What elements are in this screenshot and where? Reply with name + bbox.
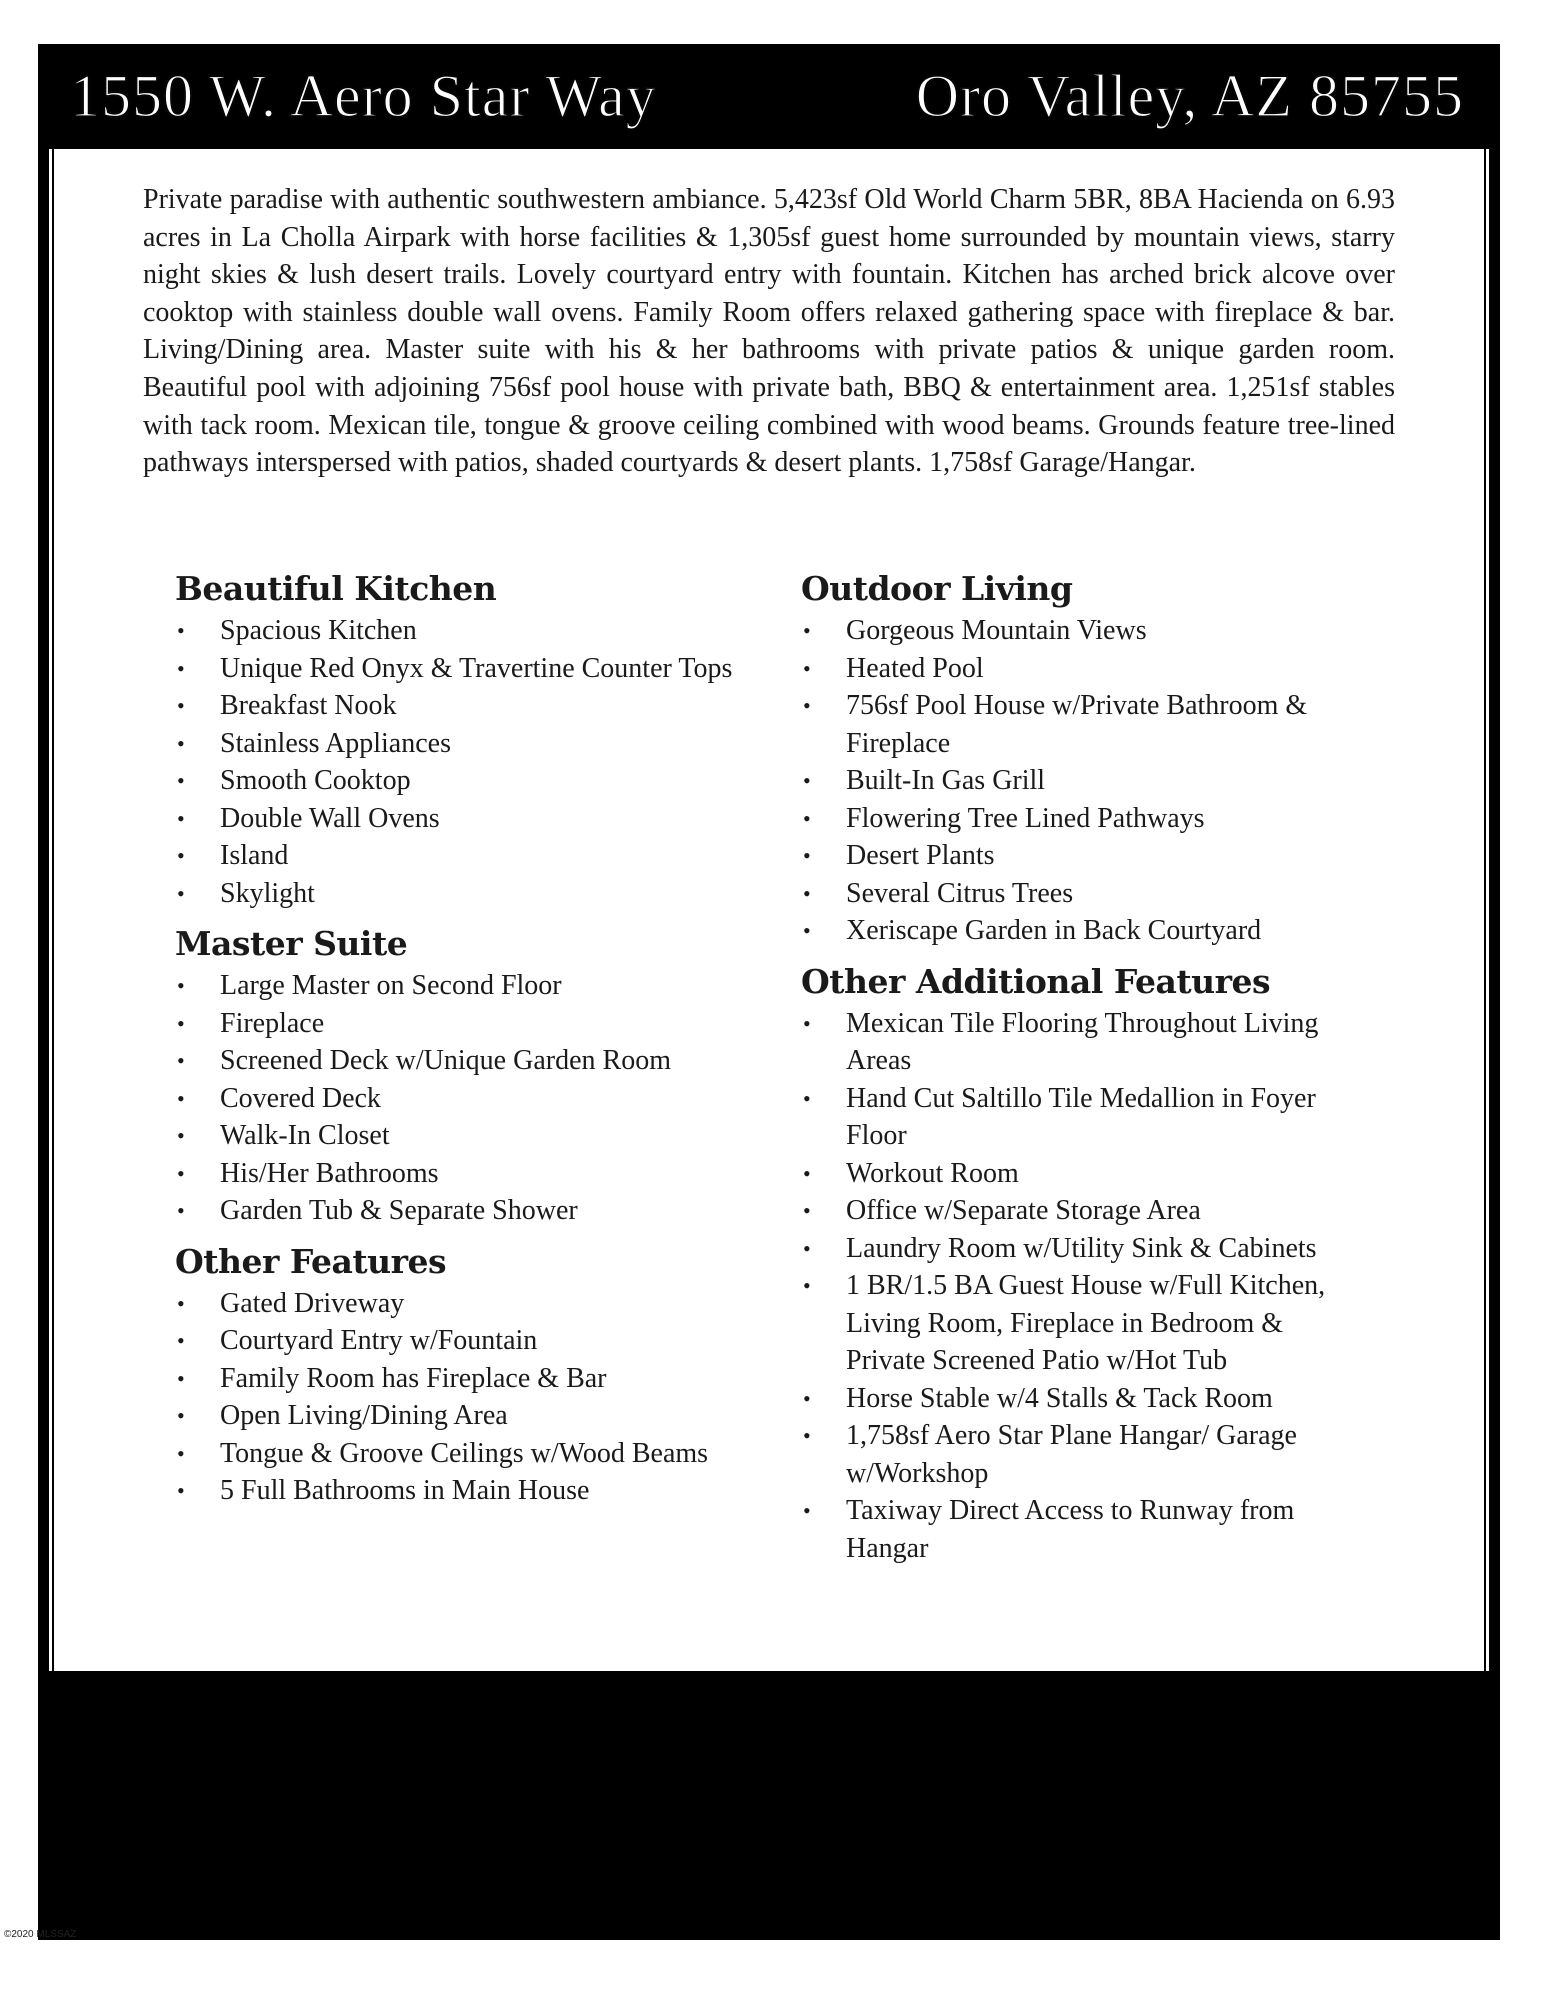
feature-item: • Family Room has Fireplace & Bar [175, 1360, 735, 1398]
feature-item: • Desert Plants [801, 837, 1361, 875]
feature-item: • Courtyard Entry w/Fountain [175, 1322, 735, 1360]
feature-item: • Open Living/Dining Area [175, 1397, 735, 1435]
flyer-header [38, 44, 1500, 149]
feature-item: • Several Citrus Trees [801, 875, 1361, 913]
section-title: Other Features [175, 1241, 447, 1281]
feature-item: • Covered Deck [175, 1080, 735, 1118]
feature-item: • Fireplace [175, 1005, 735, 1043]
feature-item: • Large Master on Second Floor [175, 967, 735, 1005]
border-rule [52, 149, 54, 1671]
feature-item: • Mexican Tile Flooring Throughout Living Areas [801, 1005, 1361, 1080]
features-right-column [801, 569, 1361, 1579]
feature-section [175, 569, 735, 912]
feature-item: • 5 Full Bathrooms in Main House [175, 1472, 735, 1510]
feature-item: • 1 BR/1.5 BA Guest House w/Full Kitchen, Living Room, Fireplace in Bedroom & Private Screened Patio w/Hot Tub [801, 1267, 1361, 1380]
feature-item: • Built-In Gas Grill [801, 762, 1361, 800]
feature-section [175, 924, 735, 1230]
feature-item: • Stainless Appliances [175, 725, 735, 763]
feature-list [175, 612, 735, 912]
feature-section [801, 962, 1361, 1568]
disclaimer: All Information Deemed Reliable But Not Guaranteed [562, 1947, 976, 1968]
feature-item: • 1,758sf Aero Star Plane Hangar/ Garage w/Workshop [801, 1417, 1361, 1492]
feature-section [801, 569, 1361, 950]
feature-item: • Heated Pool [801, 650, 1361, 688]
feature-item: • Spacious Kitchen [175, 612, 735, 650]
feature-item: • Breakfast Nook [175, 687, 735, 725]
section-title: Beautiful Kitchen [175, 569, 497, 608]
section-title: Other Additional Features [801, 961, 1271, 1001]
feature-list [175, 1285, 735, 1510]
feature-item: • Tongue & Groove Ceilings w/Wood Beams [175, 1435, 735, 1473]
feature-list [801, 612, 1361, 950]
feature-list [175, 967, 735, 1230]
feature-item: • Garden Tub & Separate Shower [175, 1192, 735, 1230]
property-address: 1550 W. Aero Star Way [70, 63, 657, 129]
feature-section [175, 1242, 735, 1510]
feature-item: • Xeriscape Garden in Back Courtyard [801, 912, 1361, 950]
border-rule [1489, 149, 1493, 1671]
property-city: Oro Valley, AZ 85755 [915, 63, 1464, 129]
feature-item: • Workout Room [801, 1155, 1361, 1193]
feature-item: • Screened Deck w/Unique Garden Room [175, 1042, 735, 1080]
feature-item: • Island [175, 837, 735, 875]
feature-item: • Gorgeous Mountain Views [801, 612, 1361, 650]
border-rule [45, 149, 49, 1671]
property-description: Private paradise with authentic southwestern ambiance. 5,423sf Old World Charm 5BR, 8BA Hacienda on 6.93 acres in La Cholla Airpark with horse facilities & 1,305sf guest home surrounded by mountain views, starry night skies & lush desert trails. Lovely courtyard entry with fountain. Kitchen has arched brick alcove over cooktop with stainless double wall ovens. Family Room offers relaxed gathering space with fireplace & bar. Living/Dining area. Master suite with his & her bathrooms with private patios & unique garden room. Beautiful pool with adjoining 756sf pool house with private bath, BBQ & entertainment area. 1,251sf stables with tack room. Mexican tile, tongue & groove ceiling combined with wood beams. Grounds feature tree-lined pathways interspersed with patios, shaded courtyards & desert plants. 1,758sf Garage/Hangar. [143, 184, 1395, 479]
feature-item: • His/Her Bathrooms [175, 1155, 735, 1193]
feature-item: • Unique Red Onyx & Travertine Counter Tops [175, 650, 735, 688]
border-rule [1484, 149, 1486, 1671]
feature-list [801, 1005, 1361, 1568]
flyer-content [45, 149, 1493, 1671]
feature-item: • Walk-In Closet [175, 1117, 735, 1155]
feature-item: • Skylight [175, 875, 735, 913]
feature-item: • Double Wall Ovens [175, 800, 735, 838]
feature-item: • Smooth Cooktop [175, 762, 735, 800]
copyright-notice: ©2020 MLSSAZ [4, 1929, 77, 1940]
feature-item: • Office w/Separate Storage Area [801, 1192, 1361, 1230]
section-title: Outdoor Living [801, 569, 1073, 608]
feature-item: • Horse Stable w/4 Stalls & Tack Room [801, 1380, 1361, 1418]
flyer-frame [38, 44, 1500, 1968]
feature-item: • Flowering Tree Lined Pathways [801, 800, 1361, 838]
feature-item: • Hand Cut Saltillo Tile Medallion in Foyer Floor [801, 1080, 1361, 1155]
features-left-column [175, 569, 735, 1522]
section-title: Master Suite [175, 924, 408, 963]
feature-item: • Laundry Room w/Utility Sink & Cabinets [801, 1230, 1361, 1268]
feature-item: • Gated Driveway [175, 1285, 735, 1323]
feature-item: • 756sf Pool House w/Private Bathroom & Fireplace [801, 687, 1361, 762]
feature-item: • Taxiway Direct Access to Runway from Hangar [801, 1492, 1361, 1567]
